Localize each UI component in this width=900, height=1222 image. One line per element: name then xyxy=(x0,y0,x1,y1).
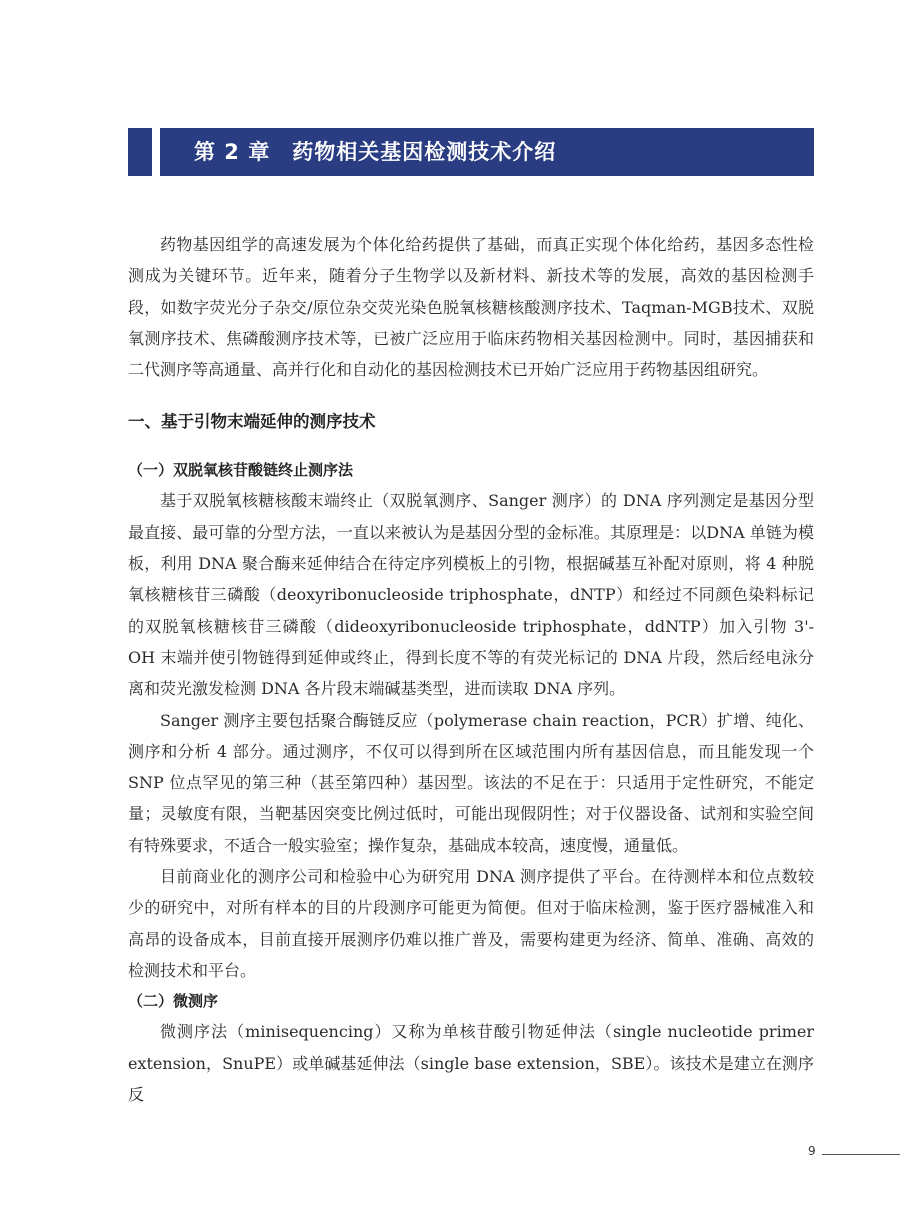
paragraph: 微测序法（minisequencing）又称为单核苷酸引物延伸法（single nucleotide primer extension，SnuPE）或单碱基延伸法（single base extension，SBE）。该技术是建立在测序反 xyxy=(128,1022,814,1104)
intro-paragraph: 药物基因组学的高速发展为个体化给药提供了基础，而真正实现个体化给药，基因多态性检测成为关键环节。近年来，随着分子生物学以及新材料、新技术等的发展，高效的基因检测手段，如数字荧光分子杂交/原位杂交荧光染色脱氧核糖核酸测序技术、Taqman-MGB技术、双脱氧测序技术、焦磷酸测序技术等，已被广泛应用于临床药物相关基因检测中。同时，基因捕获和二代测序等高通量、高并行化和自动化的基因检测技术已开始广泛应用于药物基因组研究。 xyxy=(128,235,814,380)
chapter-banner xyxy=(128,128,814,176)
page-number: 9 xyxy=(808,1144,816,1158)
paragraph: 目前商业化的测序公司和检验中心为研究用 DNA 测序提供了平台。在待测样本和位点数较少的研究中，对所有样本的目的片段测序可能更为简便。但对于临床检测，鉴于医疗器械准入和高昂的设备成本，目前直接开展测序仍难以推广普及，需要构建更为经济、简单、准确、高效的检测技术和平台。 xyxy=(128,867,814,980)
paragraph: 基于双脱氧核糖核酸末端终止（双脱氧测序、Sanger 测序）的 DNA 序列测定是基因分型最直接、最可靠的分型方法，一直以来被认为是基因分型的金标准。其原理是：以DNA 单链为模板，利用 DNA 聚合酶来延伸结合在待定序列模板上的引物，根据碱基互补配对原则，将 4 种脱氧核糖核苷三磷酸（deoxyribonucleoside triphosphate，dNTP）和经过不同颜色染料标记的双脱氧核糖核苷三磷酸（dideoxyribonucleoside triphosphate，ddNTP）加入引物 3'-OH 末端并使引物链得到延伸或终止，得到长度不等的有荧光标记的 DNA 片段，然后经电泳分离和荧光激发检测 DNA 各片段末端碱基类型，进而读取 DNA 序列。 xyxy=(128,491,814,699)
subsection-heading: （一）双脱氧核苷酸链终止测序法 xyxy=(128,461,354,480)
chapter-title: 第 2 章 药物相关基因检测技术介绍 xyxy=(194,140,557,164)
paragraph: Sanger 测序主要包括聚合酶链反应（polymerase chain reaction，PCR）扩增、纯化、测序和分析 4 部分。通过测序，不仅可以得到所在区域范围内所有基因信息，而且能发现一个 SNP 位点罕见的第三种（甚至第四种）基因型。该法的不足在于：只适用于定性研究，不能定量；灵敏度有限，当靶基因突变比例过低时，可能出现假阴性；对于仪器设备、试剂和实验空间有特殊要求，不适合一般实验室；操作复杂，基础成本较高，速度慢，通量低。 xyxy=(128,710,814,855)
banner-gap xyxy=(152,128,160,176)
page-body xyxy=(128,229,814,1110)
subsection-heading: （二）微测序 xyxy=(128,992,219,1011)
section-heading: 一、基于引物末端延伸的测序技术 xyxy=(128,412,376,432)
page-footer xyxy=(808,1143,900,1163)
banner-accent-block xyxy=(128,128,152,176)
footer-rule xyxy=(822,1154,900,1155)
